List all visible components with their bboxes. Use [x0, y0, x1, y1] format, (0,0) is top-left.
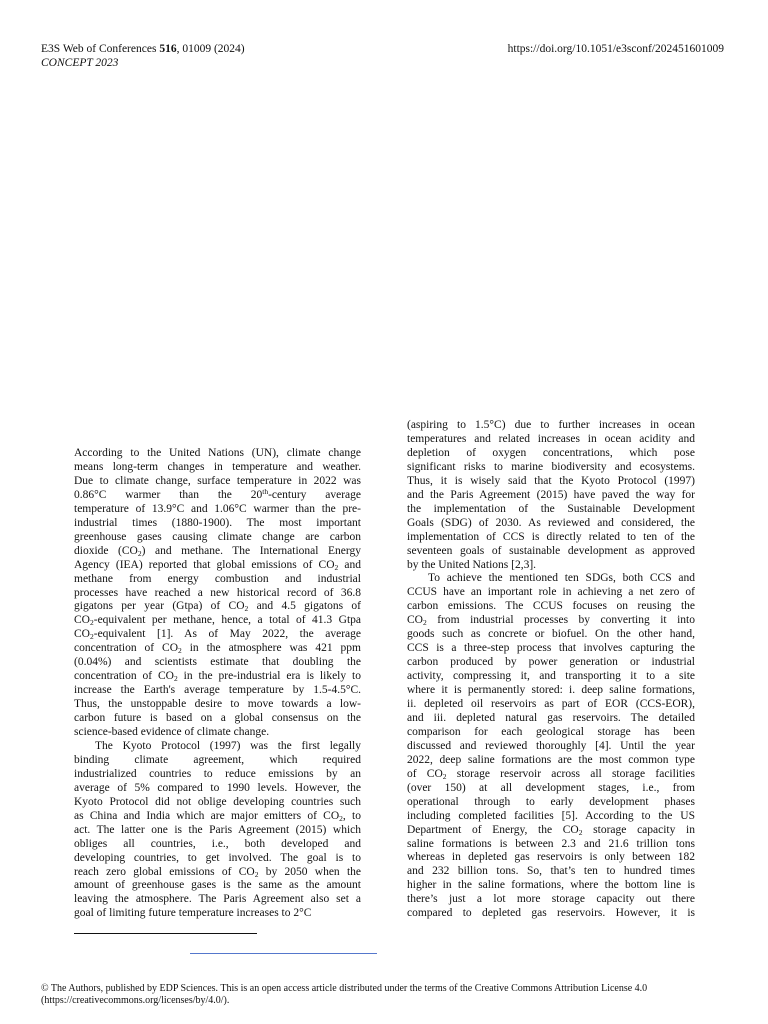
- text-line: operational through to early development phases: [407, 795, 695, 808]
- text-line: significant risks to marine biodiversity and ecosystems.: [407, 460, 695, 473]
- text-line: and iii. depleted natural gas reservoirs. The detailed: [407, 711, 695, 724]
- text-line: act. The latter one is the Paris Agreement (2015) which: [74, 823, 361, 836]
- text-line: 0.86°C warmer than the 20th-century average: [74, 486, 361, 501]
- text-line: greenhouse gases causing climate change are carbon: [74, 530, 361, 543]
- text-line: and 232 billion tons. So, that’s ten to hundred times: [407, 865, 695, 878]
- text-line: whereas in depleted gas reservoirs is only between 182: [407, 851, 695, 864]
- text-line: industrialized countries to reduce emissions by an: [74, 767, 361, 780]
- text-line: and the Paris Agreement (2015) have paved the way for: [407, 488, 695, 501]
- text-line: compared to depleted gas reservoirs. However, it is: [407, 907, 695, 920]
- text-line: as China and India which are major emitters of $CO_2$, to: [74, 809, 361, 823]
- text-line: According to the United Nations (UN), climate change: [74, 447, 361, 459]
- text-line: discussed and reviewed thoroughly [4]. Until the year: [407, 739, 695, 752]
- text-line: increase the Earth's average temperature by 1.5-4.5°C.: [74, 684, 361, 697]
- text-line: dioxide $(CO_2)$ and methane. The International Energy: [74, 544, 361, 558]
- text-line: where it is permanently stored: i. deep saline formations,: [407, 684, 695, 697]
- article-number: , 01009 (2024): [176, 43, 245, 55]
- text-line: Due to climate change, surface temperature in 2022 was: [74, 474, 361, 487]
- volume-number: 516: [159, 43, 177, 55]
- text-line: $CO_2$-equivalent [1]. As of May 2022, the average: [74, 628, 361, 642]
- text-line: gigatons per year (Gtpa) of $CO_2$ and 4.5 gigatons of: [74, 600, 361, 614]
- text-line: Department of Energy, the $CO_2$ storage capacity in: [407, 823, 696, 837]
- text-line: binding climate agreement, which required: [74, 753, 361, 766]
- text-line: carbon produced by power generation or industrial: [407, 656, 695, 669]
- text-line: obliges all countries, i.e., both developed and: [74, 837, 361, 850]
- text-line: (over 150) at all development stages, i.e., from: [407, 781, 695, 794]
- text-line: seventeen goals of sustainable development as approved: [407, 544, 695, 557]
- text-line: the implementation of the Sustainable Development: [407, 502, 695, 515]
- license-footer: [41, 983, 726, 1007]
- text-line: concentration of $CO_2$ in the atmosphere was 421 ppm: [74, 642, 361, 656]
- text-line: processes have reached a new historical record of 36.8: [74, 586, 361, 599]
- text-line: ii. depleted oil reservoirs as part of EOR (CCS-EOR),: [407, 698, 695, 710]
- text-line: by the United Nations [2,3].: [407, 558, 537, 571]
- text-line: reach zero global emissions of $CO_2$ by 2050 when the: [74, 865, 361, 879]
- doi-link[interactable]: https://doi.org/10.1051/e3sconf/202451601009: [507, 43, 724, 55]
- text-line: saline formations is between 2.3 and 21.6 trillion tons: [407, 837, 695, 850]
- text-line: 2022, deep saline formations are the most common type: [407, 753, 695, 766]
- text-line: Agency (IEA) reported that global emissions of $CO_2$ and: [74, 558, 361, 572]
- text-line: The Kyoto Protocol (1997) was the first legally: [95, 739, 361, 752]
- text-line: $CO_2$ from industrial processes by converting it into: [407, 614, 695, 628]
- text-line: To achieve the mentioned ten SDGs, both CCS and: [428, 572, 695, 585]
- text-line: leaving the atmosphere. The Paris Agreement also set a: [74, 893, 361, 906]
- text-line: (0.04%) and scientists estimate that doubling the: [74, 656, 361, 669]
- footnote-rule: [74, 933, 257, 934]
- text-line: activity, compressing it, and transporting it to a site: [407, 670, 695, 683]
- text-line: carbon future is based on a global consensus on the: [74, 712, 361, 725]
- text-line: developing countries, to get involved. The goal is to: [74, 851, 361, 864]
- journal-name: E3S Web of Conferences: [41, 43, 160, 55]
- text-line: there’s just a lot more storage capacity out there: [407, 893, 695, 906]
- conference-name: CONCEPT 2023: [41, 57, 119, 69]
- text-line: temperature of 13.9°C and 1.06°C warmer than the pre-: [74, 502, 361, 515]
- text-line: CCUS have an important role in achieving a net zero of: [407, 586, 695, 599]
- text-line: Thus, the unstoppable desire to move towards a low-: [74, 698, 361, 711]
- text-line: goal of limiting future temperature increases to 2°C: [74, 907, 312, 920]
- text-line: science-based evidence of climate change.: [74, 726, 270, 738]
- text-line: (aspiring to 1.5°C) due to further increases in ocean: [407, 419, 695, 431]
- text-line: of $CO_2$ storage reservoir across all storage facilities: [407, 767, 695, 781]
- text-line: Kyoto Protocol did not oblige developing countries such: [74, 795, 361, 808]
- license-url[interactable]: (https://creativecommons.org/licenses/by/4.0/).: [41, 995, 230, 1006]
- text-line: $CO_2$-equivalent per methane, hence, a total of 41.3 Gtpa: [74, 614, 361, 628]
- text-line: higher in the saline formations, where the bottom line is: [407, 879, 695, 892]
- text-line: comparison for each geological storage has been: [407, 725, 695, 738]
- license-text: © The Authors, published by EDP Sciences. This is an open access article distributed under the terms of the Creative Commons Attribution License 4.0: [41, 983, 648, 994]
- text-line: temperatures and related increases in ocean acidity and: [407, 432, 695, 445]
- text-line: goods such as concrete or biofuel. On the other hand,: [407, 628, 695, 641]
- text-line: methane from energy combustion and industrial: [74, 572, 361, 585]
- text-line: Goals (SDG) of 2030. As reviewed and considered, the: [407, 516, 695, 529]
- running-header: [41, 42, 245, 70]
- text-line: concentration of $CO_2$ in the pre-industrial era is likely to: [74, 670, 361, 684]
- link-underline: [190, 953, 377, 954]
- text-line: including completed facilities [5]. According to the US: [407, 809, 695, 822]
- text-line: Thus, it is wisely said that the Kyoto Protocol (1997): [407, 474, 695, 487]
- text-line: implementation of CCS is directly related to ten of the: [407, 530, 695, 543]
- text-line: carbon emissions. The CCUS focuses on reusing the: [407, 600, 695, 613]
- text-line: CCS is a three-step process that involves capturing the: [407, 642, 695, 655]
- text-line: means long-term changes in temperature and weather.: [74, 460, 361, 473]
- text-line: amount of greenhouse gases is the same as the amount: [74, 879, 361, 892]
- text-line: depletion of oxygen concentrations, which pose: [407, 446, 695, 459]
- text-line: average of 5% compared to 1990 levels. However, the: [74, 781, 361, 794]
- text-line: industrial times (1880-1900). The most important: [74, 516, 361, 529]
